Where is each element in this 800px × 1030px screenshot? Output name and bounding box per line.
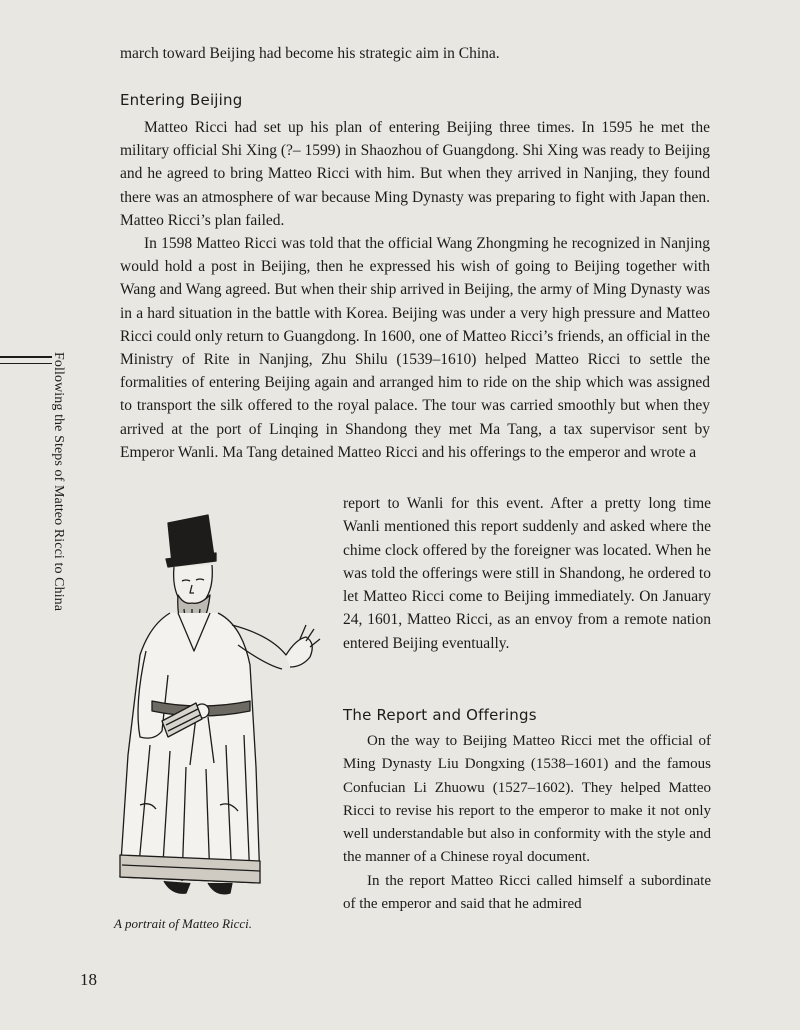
page-number: 18	[80, 970, 97, 989]
paragraph: On the way to Beijing Matteo Ricci met the official of Ming Dynasty Liu Dongxing (1538–1601) and the famous Confucian Li Zhuowu (1527–1602). They helped Matteo Ricci to revise his report to the emperor to make it not only well understandable but also in conformity with the style and the manner of a Chinese royal document.	[343, 733, 711, 866]
running-head: Following the Steps of Matteo Ricci to China	[51, 352, 66, 612]
section1-continuation	[343, 492, 711, 655]
paragraph: Matteo Ricci had set up his plan of entering Beijing three times. In 1595 he met the military official Shi Xing (?– 1599) in Shaozhou of Guangdong. Shi Xing was ready to Beijing and he agreed to bring Matteo Ricci with him. But when they arrived in Nanjing, they found there was an atmosphere of war because Ming Dynasty was preparing to fight with Japan then. Matteo Ricci’s plan failed.	[120, 119, 710, 229]
section2-body	[343, 730, 711, 916]
paragraph-continuation: report to Wanli for this event. After a pretty long time Wanli mentioned this report suddenly and asked where the chime clock offered by the foreigner was located. When he was told the offerings were still in Shandong, he ordered to let Matteo Ricci come to Beijing immediately. On January 24, 1601, Matteo Ricci, as an envoy from a remote nation entered Beijing eventually.	[343, 495, 711, 652]
portrait-figure-icon	[110, 505, 330, 913]
paragraph: In the report Matteo Ricci called himself a subordinate of the emperor and said that he admired	[343, 872, 711, 913]
portrait-illustration	[110, 505, 330, 913]
section-heading-report-offerings: The Report and Offerings	[343, 706, 537, 724]
paragraph: In 1598 Matteo Ricci was told that the official Wang Zhongming he recognized in Nanjing would hold a post in Beijing, then he expressed his wish of going to Beijing together with Wang and Wang agreed. But when their ship arrived in Beijing, the army of Ming Dynasty was in a hard situation in the battle with Korea. Beijing was under a very high pressure and Matteo Ricci could only return to Guangdong. In 1600, one of Matteo Ricci’s friends, an official in the Ministry of Rite in Nanjing, Zhu Shilu (1539–1610) helped Matteo Ricci to settle the formalities of entering Beijing again and arranged him to ride on the ship which was assigned to transport the silk offered to the royal palace. The tour was carried smoothly but when they arrived at the port of Linqing in Shandong they met Ma Tang, a tax supervisor sent by Emperor Wanli. Ma Tang detained Matteo Ricci and his offerings to the emperor and wrote a	[120, 235, 710, 461]
lead-paragraph	[120, 42, 710, 65]
figure-caption: A portrait of Matteo Ricci.	[114, 916, 253, 931]
lead-line: march toward Beijing had become his strategic aim in China.	[120, 45, 500, 62]
section1-body	[120, 116, 710, 464]
margin-rule	[0, 356, 52, 364]
section-heading-entering-beijing: Entering Beijing	[120, 91, 243, 109]
